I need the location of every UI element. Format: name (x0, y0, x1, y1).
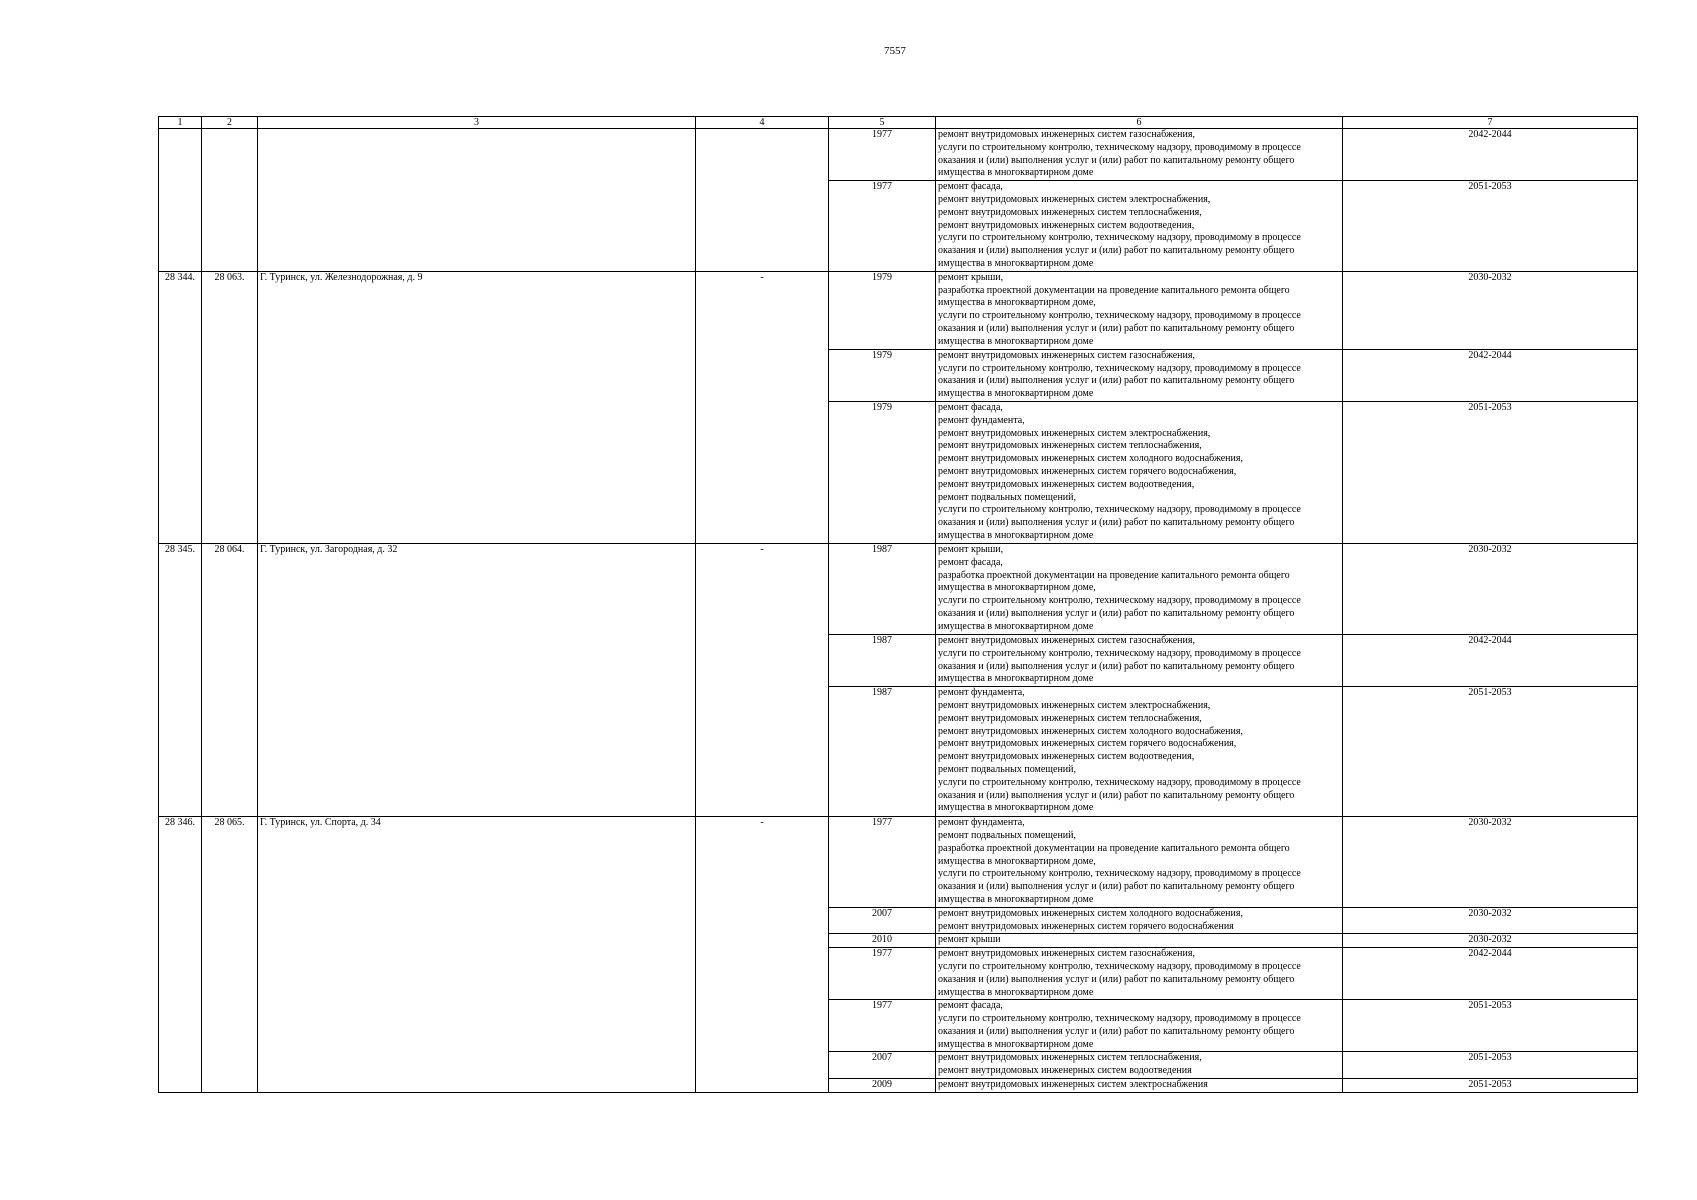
column-header: 3 (258, 117, 696, 129)
repair-period-cell: 2042-2044 (1343, 349, 1638, 401)
works-list-cell: ремонт крыши, разработка проектной документации на проведение капитального ремонта общего имущества в многоквартирном доме, услуги по строительному контролю, техническому надзору, проводимому в процессе оказания и (или) выполнения услуг и (или) работ по капитальному ремонту общего имущества в многоквартирном доме (936, 271, 1343, 349)
column-header: 6 (936, 117, 1343, 129)
repair-period-cell: 2051-2053 (1343, 401, 1638, 543)
house-code-cell: 28 065. (202, 817, 258, 1093)
year-cell: 1977 (829, 1000, 936, 1052)
works-list-cell: ремонт фундамента, ремонт подвальных помещений, разработка проектной документации на проведение капитального ремонта общего имущества в многоквартирном доме, услуги по строительному контролю, техническому надзору, проводимому в процессе оказания и (или) выполнения услуг и (или) работ по капитальному ремонту общего имущества в многоквартирном доме (936, 817, 1343, 908)
house-code-cell: 28 064. (202, 543, 258, 816)
year-cell: 2010 (829, 934, 936, 948)
row-number-cell (159, 129, 202, 272)
works-list-cell: ремонт внутридомовых инженерных систем холодного водоснабжения, ремонт внутридомовых инженерных систем горячего водоснабжения (936, 907, 1343, 934)
address-cell: Г. Туринск, ул. Железнодорожная, д. 9 (258, 271, 696, 543)
repair-period-cell: 2051-2053 (1343, 1079, 1638, 1093)
column-header: 4 (696, 117, 829, 129)
column-header: 7 (1343, 117, 1638, 129)
capital-repair-table (158, 116, 1638, 1093)
repair-period-cell: 2051-2053 (1343, 1000, 1638, 1052)
year-cell: 2007 (829, 907, 936, 934)
house-code-cell (202, 129, 258, 272)
year-cell: 1979 (829, 401, 936, 543)
page-number: 7557 (884, 45, 906, 57)
year-cell: 1987 (829, 543, 936, 634)
row-number-cell: 28 345. (159, 543, 202, 816)
repair-period-cell: 2051-2053 (1343, 1052, 1638, 1079)
works-list-cell: ремонт внутридомовых инженерных систем газоснабжения, услуги по строительному контролю, техническому надзору, проводимому в процессе оказания и (или) выполнения услуг и (или) работ по капитальному ремонту общего имущества в многоквартирном доме (936, 349, 1343, 401)
column-4-cell: - (696, 817, 829, 1093)
year-cell: 1977 (829, 129, 936, 181)
repair-period-cell: 2030-2032 (1343, 817, 1638, 908)
address-cell: Г. Туринск, ул. Спорта, д. 34 (258, 817, 696, 1093)
repair-period-cell: 2051-2053 (1343, 687, 1638, 817)
address-cell: Г. Туринск, ул. Загородная, д. 32 (258, 543, 696, 816)
column-header: 2 (202, 117, 258, 129)
column-number-row (159, 117, 1638, 129)
works-list-cell: ремонт внутридомовых инженерных систем теплоснабжения, ремонт внутридомовых инженерных систем водоотведения (936, 1052, 1343, 1079)
table-row (159, 129, 1638, 181)
year-cell: 2009 (829, 1079, 936, 1093)
works-list-cell: ремонт фундамента, ремонт внутридомовых инженерных систем электроснабжения, ремонт внутридомовых инженерных систем теплоснабжения, ремонт внутридомовых инженерных систем холодного водоснабжения, ремонт внутридомовых инженерных систем горячего водоснабжения, ремонт внутридомовых инженерных систем водоотведения, ремонт подвальных помещений, услуги по строительному контролю, техническому надзору, проводимому в процессе оказания и (или) выполнения услуг и (или) работ по капитальному ремонту общего имущества в многоквартирном доме (936, 687, 1343, 817)
row-number-cell: 28 344. (159, 271, 202, 543)
house-code-cell: 28 063. (202, 271, 258, 543)
works-list-cell: ремонт крыши (936, 934, 1343, 948)
repair-period-cell: 2042-2044 (1343, 948, 1638, 1000)
repair-period-cell: 2030-2032 (1343, 543, 1638, 634)
works-list-cell: ремонт внутридомовых инженерных систем газоснабжения, услуги по строительному контролю, техническому надзору, проводимому в процессе оказания и (или) выполнения услуг и (или) работ по капитальному ремонту общего имущества в многоквартирном доме (936, 948, 1343, 1000)
year-cell: 1987 (829, 687, 936, 817)
repair-period-cell: 2042-2044 (1343, 129, 1638, 181)
repair-period-cell: 2030-2032 (1343, 934, 1638, 948)
works-list-cell: ремонт фасада, ремонт фундамента, ремонт внутридомовых инженерных систем электроснабжения, ремонт внутридомовых инженерных систем теплоснабжения, ремонт внутридомовых инженерных систем холодного водоснабжения, ремонт внутридомовых инженерных систем горячего водоснабжения, ремонт внутридомовых инженерных систем водоотведения, ремонт подвальных помещений, услуги по строительному контролю, техническому надзору, проводимому в процессе оказания и (или) выполнения услуг и (или) работ по капитальному ремонту общего имущества в многоквартирном доме (936, 401, 1343, 543)
column-4-cell (696, 129, 829, 272)
year-cell: 1987 (829, 634, 936, 686)
repair-period-cell: 2030-2032 (1343, 271, 1638, 349)
column-4-cell: - (696, 271, 829, 543)
table-row (159, 271, 1638, 349)
table-row (159, 543, 1638, 634)
works-list-cell: ремонт внутридомовых инженерных систем электроснабжения (936, 1079, 1343, 1093)
works-list-cell: ремонт внутридомовых инженерных систем газоснабжения, услуги по строительному контролю, техническому надзору, проводимому в процессе оказания и (или) выполнения услуг и (или) работ по капитальному ремонту общего имущества в многоквартирном доме (936, 129, 1343, 181)
column-header: 1 (159, 117, 202, 129)
table-row (159, 817, 1638, 908)
works-list-cell: ремонт фасада, ремонт внутридомовых инженерных систем электроснабжения, ремонт внутридомовых инженерных систем теплоснабжения, ремонт внутридомовых инженерных систем водоотведения, услуги по строительному контролю, техническому надзору, проводимому в процессе оказания и (или) выполнения услуг и (или) работ по капитальному ремонту общего имущества в многоквартирном доме (936, 181, 1343, 272)
column-header: 5 (829, 117, 936, 129)
year-cell: 1979 (829, 349, 936, 401)
works-list-cell: ремонт внутридомовых инженерных систем газоснабжения, услуги по строительному контролю, техническому надзору, проводимому в процессе оказания и (или) выполнения услуг и (или) работ по капитальному ремонту общего имущества в многоквартирном доме (936, 634, 1343, 686)
repair-period-cell: 2042-2044 (1343, 634, 1638, 686)
year-cell: 2007 (829, 1052, 936, 1079)
works-list-cell: ремонт фасада, услуги по строительному контролю, техническому надзору, проводимому в процессе оказания и (или) выполнения услуг и (или) работ по капитальному ремонту общего имущества в многоквартирном доме (936, 1000, 1343, 1052)
address-cell (258, 129, 696, 272)
repair-period-cell: 2051-2053 (1343, 181, 1638, 272)
row-number-cell: 28 346. (159, 817, 202, 1093)
year-cell: 1979 (829, 271, 936, 349)
year-cell: 1977 (829, 817, 936, 908)
year-cell: 1977 (829, 948, 936, 1000)
column-4-cell: - (696, 543, 829, 816)
year-cell: 1977 (829, 181, 936, 272)
works-list-cell: ремонт крыши, ремонт фасада, разработка проектной документации на проведение капитального ремонта общего имущества в многоквартирном доме, услуги по строительному контролю, техническому надзору, проводимому в процессе оказания и (или) выполнения услуг и (или) работ по капитальному ремонту общего имущества в многоквартирном доме (936, 543, 1343, 634)
table-body (159, 129, 1638, 1093)
repair-period-cell: 2030-2032 (1343, 907, 1638, 934)
